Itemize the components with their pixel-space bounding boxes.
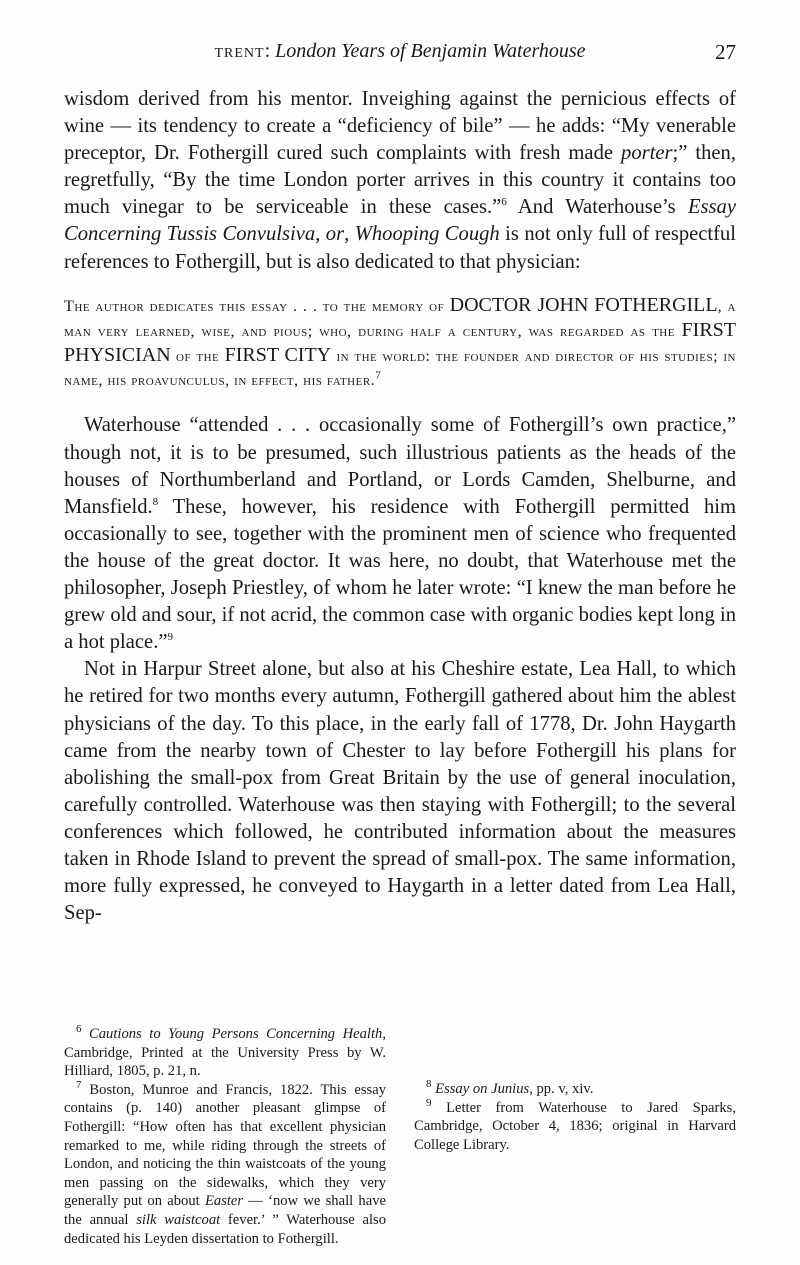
paragraph-3: Not in Harpur Street alone, but also at his Cheshire estate, Lea Hall, to which he retired for two months every autumn, Fothergill gathered about him the ablest physicians of the day. To this place, in the early fall of 1778, Dr. John Haygarth came from the nearby town of Chester to lay before Fothergill his plans for abolishing the small-pox from Great Britain by the use of general inoculation, carefully controlled. Waterhouse was then staying with Fothergill; to the several conferences which followed, he contributed information about the measures taken in Rhode Island to prevent the spread of small-pox. The same information, more fully expressed, he conveyed to Haygarth in a letter dated from Lea Hall, Sep- xyxy=(64,658,736,925)
running-author: trent xyxy=(214,40,265,62)
body-text xyxy=(64,86,736,927)
text-span: Boston, Munroe and Francis, 1822. This essay contains (p. 140) another pleasant glimpse of Fothergill: “How often has that excellent physician remarked to me, while riding through the streets of London, and noticing the thin waistcoats of the young men passing on the sidewalks, which they very generally put on about xyxy=(64,1081,386,1210)
text-caps: FIRST CITY xyxy=(224,344,332,367)
footnote-number: 6 xyxy=(76,1023,82,1036)
text-span: , xyxy=(315,223,326,246)
footnote-6 xyxy=(64,1025,386,1081)
block-quote xyxy=(64,293,736,393)
text-italic: or xyxy=(325,223,345,246)
text-span: , a man very learned, wise, and pious; who, during half a century, was regarded as the xyxy=(64,296,736,340)
text-span: And Waterhouse’s xyxy=(506,196,688,219)
text-italic: Whooping Cough xyxy=(354,223,500,246)
running-separator: : xyxy=(264,40,276,62)
footnote-number: 7 xyxy=(76,1078,82,1091)
footnote-ref-6: 6 xyxy=(501,196,507,209)
text-italic: Essay Concerning Tussis Convulsiva xyxy=(64,196,736,246)
text-span: The author dedicates this essay . . . to the memory of xyxy=(64,296,450,315)
text-caps: FIRST PHYSICIAN xyxy=(64,318,736,367)
text-span: Waterhouse “attended . . . occasionally some of Fothergill’s own practice,” though not, it is to be presumed, such illustrious patients as the heads of the houses of Northumberland and Portland, or Lords Camden, Shelburne, and Mansfield. xyxy=(64,414,736,518)
running-head xyxy=(64,40,736,64)
text-span: in the world: the founder and director of his studies; in name, his proavunculus, in effect, his father. xyxy=(64,347,736,390)
footnote-ref-9: 9 xyxy=(167,631,173,644)
running-book-title: London Years of Benjamin Waterhouse xyxy=(275,40,586,62)
footnote-number: 8 xyxy=(426,1078,432,1091)
text-italic: Essay on Junius xyxy=(435,1081,530,1097)
text-span: of the xyxy=(170,347,225,366)
text-span: These, however, his residence with Fothergill permitted him occasionally to see, together with the prominent men of science who frequented the house of the great doctor. It was here, no doubt, that Waterhouse met the philosopher, Joseph Priestley, of whom he later wrote: “I knew the man before he grew old and sour, if not acrid, the common case with organic bodies kept long in a hot place.” xyxy=(64,495,736,654)
text-italic: Cautions to Young Persons Concerning Health xyxy=(89,1026,383,1042)
running-title xyxy=(64,40,736,63)
footnote-ref-8: 8 xyxy=(152,495,159,508)
text-italic: silk waistcoat xyxy=(136,1211,221,1228)
footnote-9 xyxy=(414,1096,736,1155)
paragraph-1 xyxy=(64,86,736,276)
footnotes xyxy=(64,1025,736,1248)
text-italic: porter xyxy=(621,142,673,165)
footnote-column-left xyxy=(64,1025,386,1248)
text-italic: Easter xyxy=(204,1193,244,1210)
text-span: Letter from Waterhouse to Jared Sparks, Cambridge, October 4, 1836; original in Harvard College Library. xyxy=(414,1099,736,1153)
paragraph-2 xyxy=(64,412,736,656)
text-span: — ‘now we shall have the annual xyxy=(64,1193,386,1228)
footnote-column-right xyxy=(414,1025,736,1248)
text-span: ;” then, regretfully, “By the time London porter arrives in this country it contains too much vinegar to be serviceable in these cases.” xyxy=(64,142,736,219)
page-number: 27 xyxy=(715,40,736,64)
footnote-8 xyxy=(414,1080,736,1099)
footnote-ref-7: 7 xyxy=(375,369,382,382)
text-span: wisdom derived from his mentor. Inveighing against the pernicious effects of wine — its tendency to create a “deficiency of bile” — he adds: “My venerable preceptor, Dr. Fothergill cured such complaints with fresh made xyxy=(64,88,736,165)
footnote-7 xyxy=(64,1078,386,1248)
text-span: is not only full of respectful references to Fothergill, but is also dedicated to that physician: xyxy=(64,223,737,273)
text-span: , xyxy=(344,223,355,246)
footnote-number: 9 xyxy=(426,1096,432,1109)
text-span: , pp. v, xiv. xyxy=(529,1081,594,1097)
text-span: fever.’ ” Waterhouse also dedicated his Leyden dissertation to Fothergill. xyxy=(64,1211,386,1247)
text-caps: DOCTOR JOHN FOTHERGILL xyxy=(449,293,718,316)
text-span: , Cambridge, Printed at the University Press by W. Hilliard, 1805, p. 21, n. xyxy=(64,1026,386,1080)
